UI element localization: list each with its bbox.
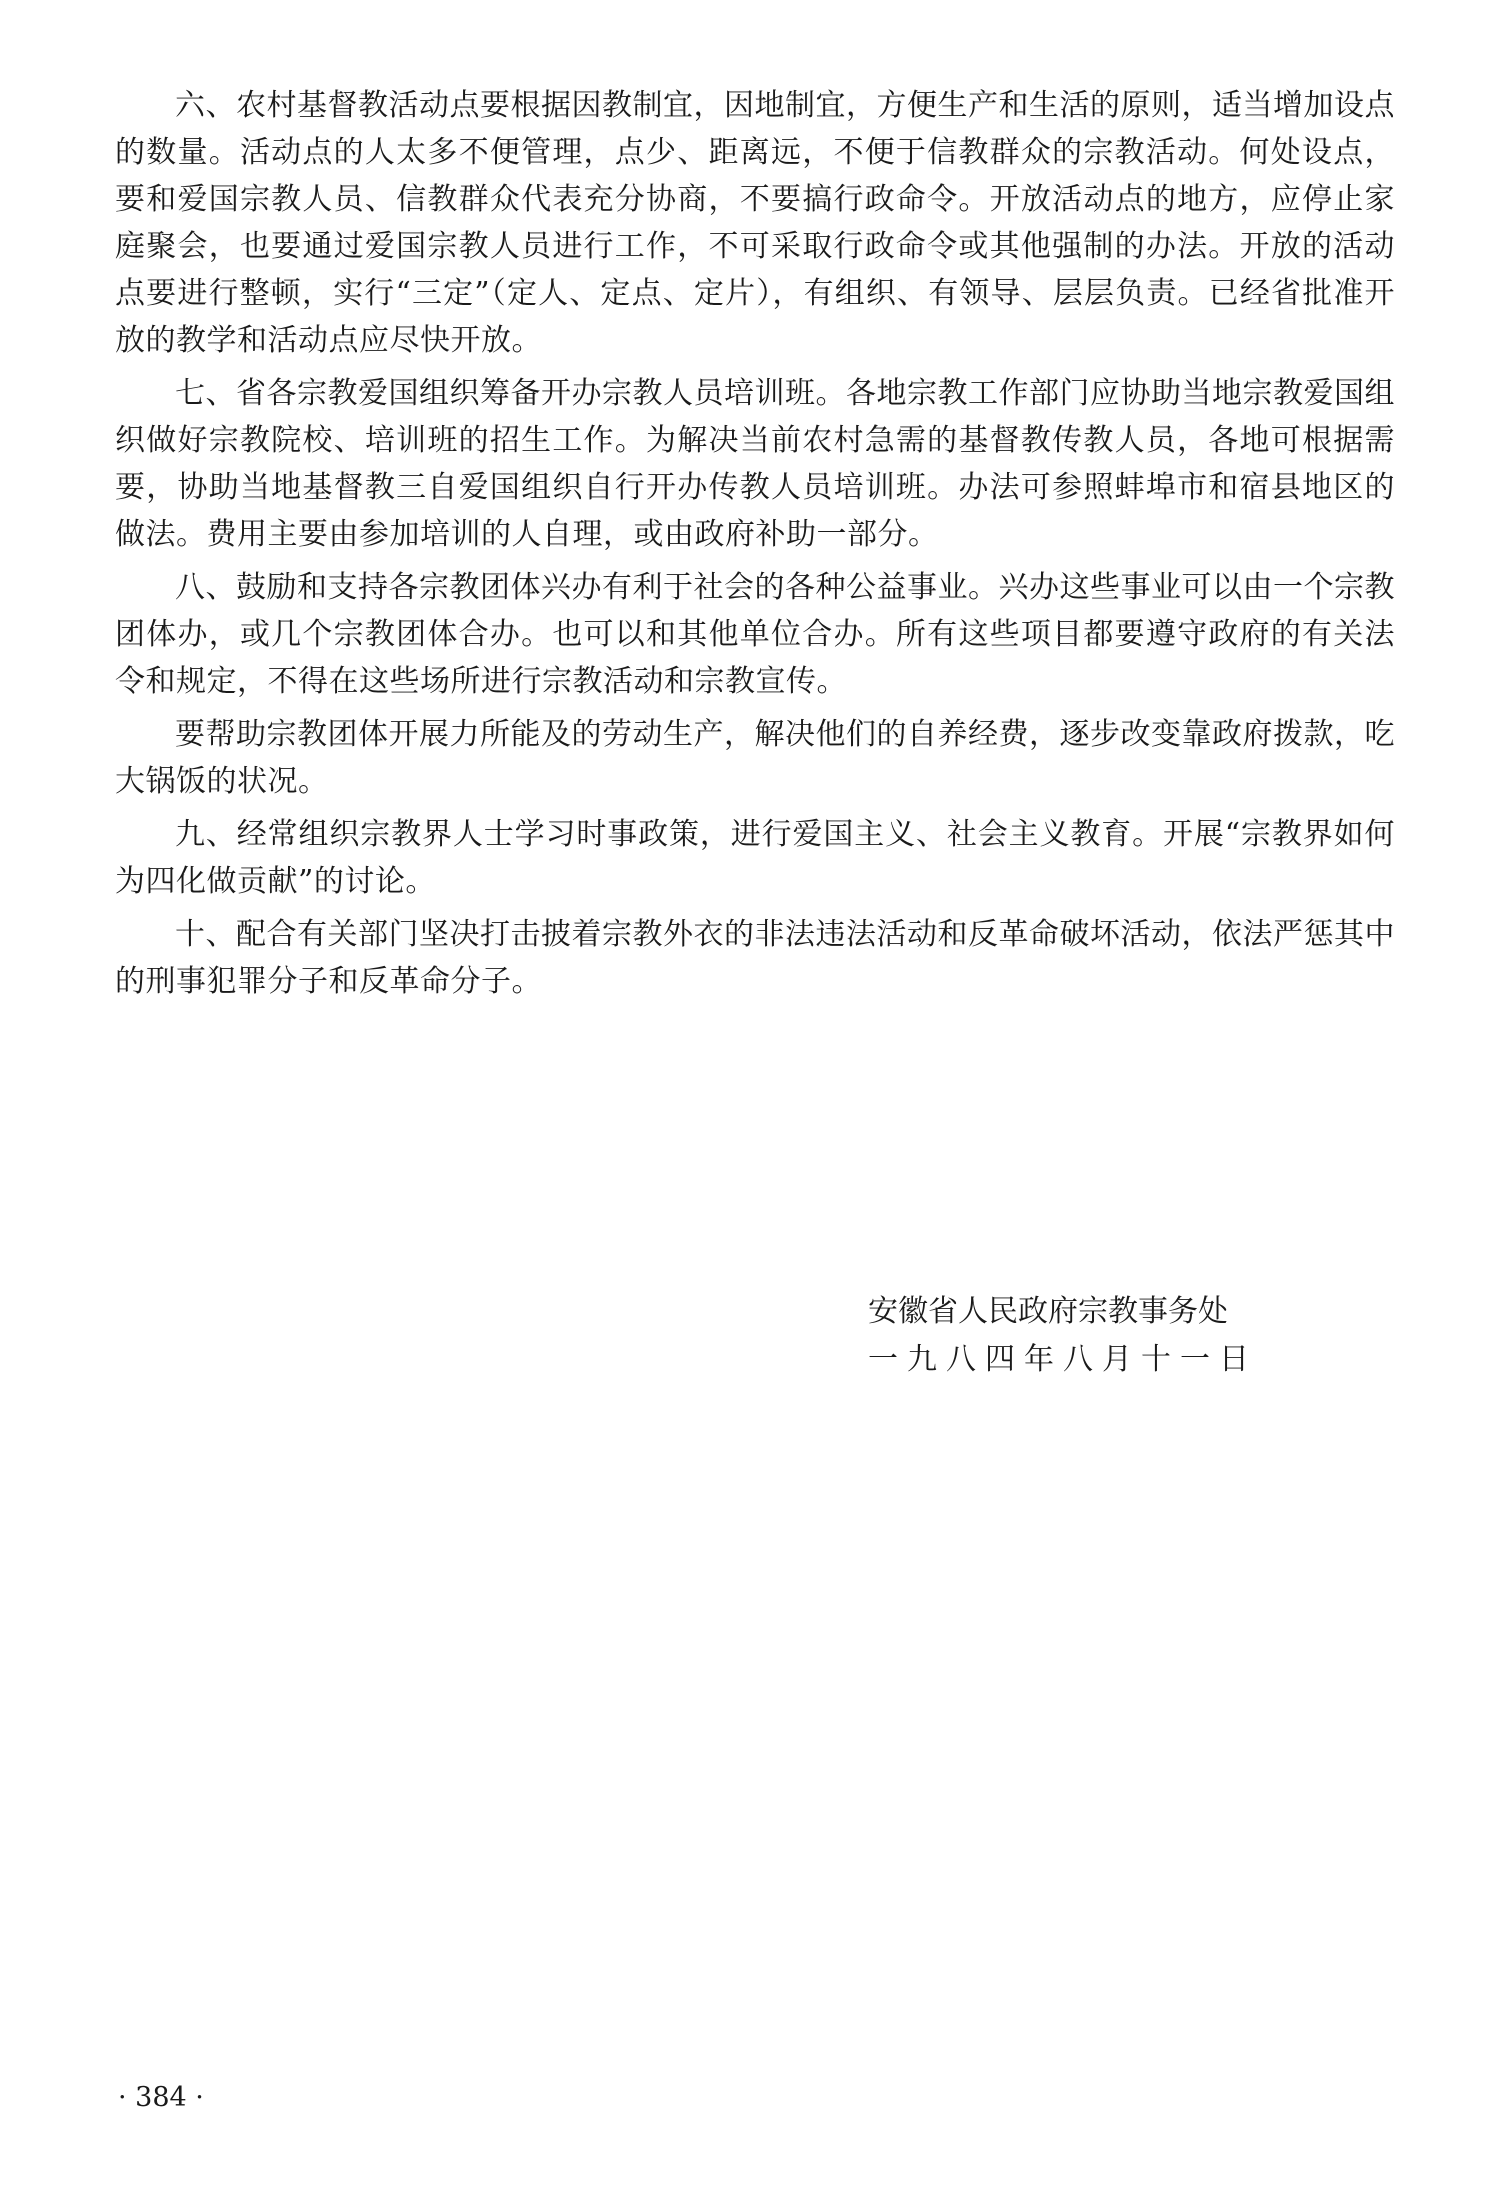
paragraph-item-7: 七、省各宗教爱国组织筹备开办宗教人员培训班。各地宗教工作部门应协助当地宗教爱国组织做好宗教院校、培训班的招生工作。为解决当前农村急需的基督教传教人员，各地可根据需要，协助当地基督教三自爱国组织自行开办传教人员培训班。办法可参照蚌埠市和宿县地区的做法。费用主要由参加培训的人自理，或由政府补助一部分。 xyxy=(115,376,1395,552)
signature-block xyxy=(868,1288,1388,1384)
page-number: · 384 · xyxy=(118,2082,204,2113)
paragraph-item-8: 八、鼓励和支持各宗教团体兴办有利于社会的各种公益事业。兴办这些事业可以由一个宗教团体办，或几个宗教团体合办。也可以和其他单位合办。所有这些项目都要遵守政府的有关法令和规定，不得在这些场所进行宗教活动和宗教宣传。 xyxy=(115,570,1395,699)
paragraph-labor-production: 要帮助宗教团体开展力所能及的劳动生产，解决他们的自养经费，逐步改变靠政府拨款，吃大锅饭的状况。 xyxy=(115,717,1395,799)
issuing-organization: 安徽省人民政府宗教事务处 xyxy=(868,1294,1228,1329)
issue-date: 一九八四年八月十一日 xyxy=(868,1342,1258,1377)
paragraph-item-9: 九、经常组织宗教界人士学习时事政策，进行爱国主义、社会主义教育。开展“宗教界如何为四化做贡献”的讨论。 xyxy=(115,817,1395,899)
paragraph-item-6: 六、农村基督教活动点要根据因教制宜，因地制宜，方便生产和生活的原则，适当增加设点的数量。活动点的人太多不便管理，点少、距离远，不便于信教群众的宗教活动。何处设点，要和爱国宗教人员、信教群众代表充分协商，不要搞行政命令。开放活动点的地方，应停止家庭聚会，也要通过爱国宗教人员进行工作，不可采取行政命令或其他强制的办法。开放的活动点要进行整顿，实行“三定”（定人、定点、定片），有组织、有领导、层层负责。已经省批准开放的教学和活动点应尽快开放。 xyxy=(115,88,1395,358)
document-body xyxy=(115,82,1395,1011)
paragraph-item-10: 十、配合有关部门坚决打击披着宗教外衣的非法违法活动和反革命破坏活动，依法严惩其中的刑事犯罪分子和反革命分子。 xyxy=(115,917,1395,999)
